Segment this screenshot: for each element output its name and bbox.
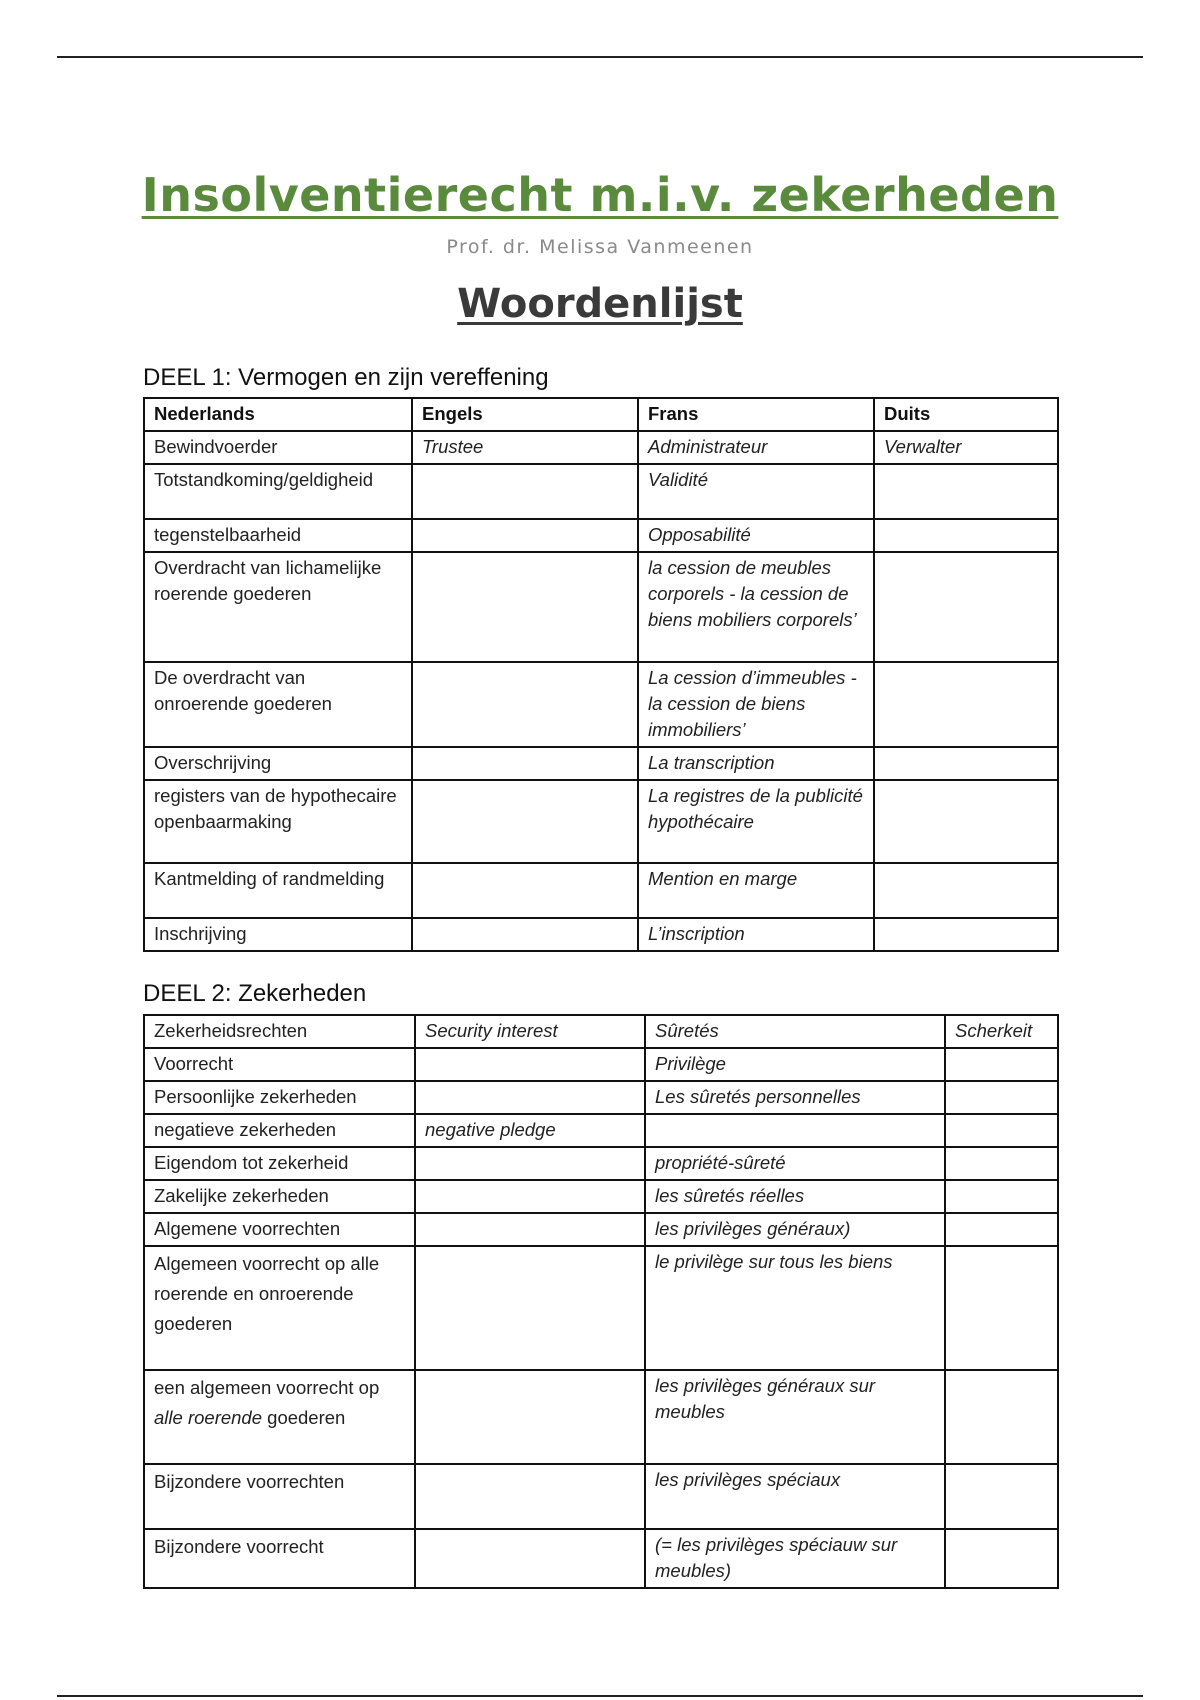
cell-de — [945, 1048, 1058, 1081]
header-frans: Frans — [638, 398, 874, 431]
cell-en — [412, 519, 638, 552]
cell-de — [874, 863, 1058, 918]
top-rule — [57, 56, 1143, 58]
table-row — [144, 464, 1058, 519]
cell-en: Trustee — [412, 431, 638, 464]
part2-title: DEEL 2: Zekerheden — [143, 980, 367, 1007]
cell-en — [415, 1081, 645, 1114]
table-row — [144, 1370, 1058, 1464]
cell-nl: Overdracht van lichamelijke roerende goederen — [144, 552, 412, 662]
cell-de — [945, 1370, 1058, 1464]
table-row — [144, 1529, 1058, 1588]
part2-table — [143, 1014, 1059, 1589]
cell-de — [874, 780, 1058, 863]
cell-de — [874, 519, 1058, 552]
cell-en — [415, 1246, 645, 1370]
page-heading: Woordenlijst — [457, 281, 743, 327]
table-row — [144, 1114, 1058, 1147]
cell-fr: Validité — [638, 464, 874, 519]
cell-nl: Bijzondere voorrechten — [144, 1464, 415, 1529]
cell-de — [945, 1114, 1058, 1147]
cell-fr: Opposabilité — [638, 519, 874, 552]
cell-fr: Mention en marge — [638, 863, 874, 918]
table-row — [144, 1213, 1058, 1246]
table-row — [144, 780, 1058, 863]
cell-en — [415, 1213, 645, 1246]
cell-en — [412, 662, 638, 747]
cell-en — [415, 1370, 645, 1464]
cell-en — [415, 1048, 645, 1081]
table-row — [144, 918, 1058, 951]
cell-fr: les privilèges généraux) — [645, 1213, 945, 1246]
cell-nl: Persoonlijke zekerheden — [144, 1081, 415, 1114]
cell-de — [945, 1180, 1058, 1213]
part1-table — [143, 397, 1059, 952]
table-row — [144, 1048, 1058, 1081]
cell-en — [412, 863, 638, 918]
table-row — [144, 431, 1058, 464]
cell-en — [412, 780, 638, 863]
cell-en — [415, 1180, 645, 1213]
cell-nl: registers van de hypothecaire openbaarmaking — [144, 780, 412, 863]
cell-fr: Privilège — [645, 1048, 945, 1081]
cell-de — [945, 1081, 1058, 1114]
cell-nl: Algemeen voorrecht op alle roerende en onroerende goederen — [144, 1246, 415, 1370]
cell-de — [874, 464, 1058, 519]
cell-fr: les privilèges spéciaux — [645, 1464, 945, 1529]
cell-de — [874, 552, 1058, 662]
cell-nl: Inschrijving — [144, 918, 412, 951]
cell-nl: Totstandkoming/geldigheid — [144, 464, 412, 519]
cell-de — [874, 662, 1058, 747]
cell-en — [415, 1464, 645, 1529]
bottom-rule — [57, 1695, 1143, 1697]
cell-de — [874, 747, 1058, 780]
cell-de — [945, 1246, 1058, 1370]
cell-fr: La registres de la publicité hypothécaire — [638, 780, 874, 863]
cell-nl: Eigendom tot zekerheid — [144, 1147, 415, 1180]
header-duits: Duits — [874, 398, 1058, 431]
cell-nl-text: goederen — [262, 1407, 346, 1428]
cell-fr: (= les privilèges spéciauw sur meubles) — [645, 1529, 945, 1588]
cell-en — [412, 464, 638, 519]
cell-nl-text: een algemeen voorrecht op — [154, 1377, 380, 1398]
table-row — [144, 1464, 1058, 1529]
table-row — [144, 1246, 1058, 1370]
cell-en — [412, 552, 638, 662]
cell-nl: Bewindvoerder — [144, 431, 412, 464]
cell-fr: La cession d’immeubles - la cession de biens immobiliers’ — [638, 662, 874, 747]
cell-nl-emphasis: alle — [154, 1407, 183, 1428]
table-header-row — [144, 398, 1058, 431]
cell-fr: la cession de meubles corporels - la cession de biens mobiliers corporels’ — [638, 552, 874, 662]
cell-nl: De overdracht van onroerende goederen — [144, 662, 412, 747]
table-row — [144, 552, 1058, 662]
document-author: Prof. dr. Melissa Vanmeenen — [446, 236, 754, 258]
cell-de — [945, 1147, 1058, 1180]
document-title: Insolventierecht m.i.v. zekerheden — [141, 168, 1059, 222]
cell-fr: L’inscription — [638, 918, 874, 951]
cell-fr — [645, 1114, 945, 1147]
cell-nl: Kantmelding of randmelding — [144, 863, 412, 918]
table-row — [144, 1147, 1058, 1180]
cell-nl: Voorrecht — [144, 1048, 415, 1081]
cell-nl: Zakelijke zekerheden — [144, 1180, 415, 1213]
cell-nl: tegenstelbaarheid — [144, 519, 412, 552]
table-row — [144, 519, 1058, 552]
cell-de — [945, 1464, 1058, 1529]
cell-en — [412, 918, 638, 951]
cell-nl: Overschrijving — [144, 747, 412, 780]
cell-fr: le privilège sur tous les biens — [645, 1246, 945, 1370]
cell-nl: negatieve zekerheden — [144, 1114, 415, 1147]
cell-de: Scherkeit — [945, 1015, 1058, 1048]
cell-fr: Administrateur — [638, 431, 874, 464]
table-row — [144, 1015, 1058, 1048]
cell-fr: les sûretés réelles — [645, 1180, 945, 1213]
table-row — [144, 863, 1058, 918]
cell-nl: Algemene voorrechten — [144, 1213, 415, 1246]
cell-de — [945, 1529, 1058, 1588]
cell-de: Verwalter — [874, 431, 1058, 464]
cell-en: Security interest — [415, 1015, 645, 1048]
table-row — [144, 747, 1058, 780]
cell-nl — [144, 1370, 415, 1464]
header-nederlands: Nederlands — [144, 398, 412, 431]
cell-en: negative pledge — [415, 1114, 645, 1147]
cell-fr: Sûretés — [645, 1015, 945, 1048]
cell-nl: Zekerheidsrechten — [144, 1015, 415, 1048]
cell-nl-emphasis: roerende — [187, 1407, 263, 1428]
table-row — [144, 1081, 1058, 1114]
cell-de — [945, 1213, 1058, 1246]
table-row — [144, 662, 1058, 747]
cell-fr: propriété-sûreté — [645, 1147, 945, 1180]
cell-de — [874, 918, 1058, 951]
cell-nl: Bijzondere voorrecht — [144, 1529, 415, 1588]
table-row — [144, 1180, 1058, 1213]
cell-fr: les privilèges généraux sur meubles — [645, 1370, 945, 1464]
cell-en — [415, 1147, 645, 1180]
part1-title: DEEL 1: Vermogen en zijn vereffening — [143, 364, 549, 391]
cell-fr: La transcription — [638, 747, 874, 780]
cell-en — [415, 1529, 645, 1588]
cell-en — [412, 747, 638, 780]
cell-fr: Les sûretés personnelles — [645, 1081, 945, 1114]
header-engels: Engels — [412, 398, 638, 431]
